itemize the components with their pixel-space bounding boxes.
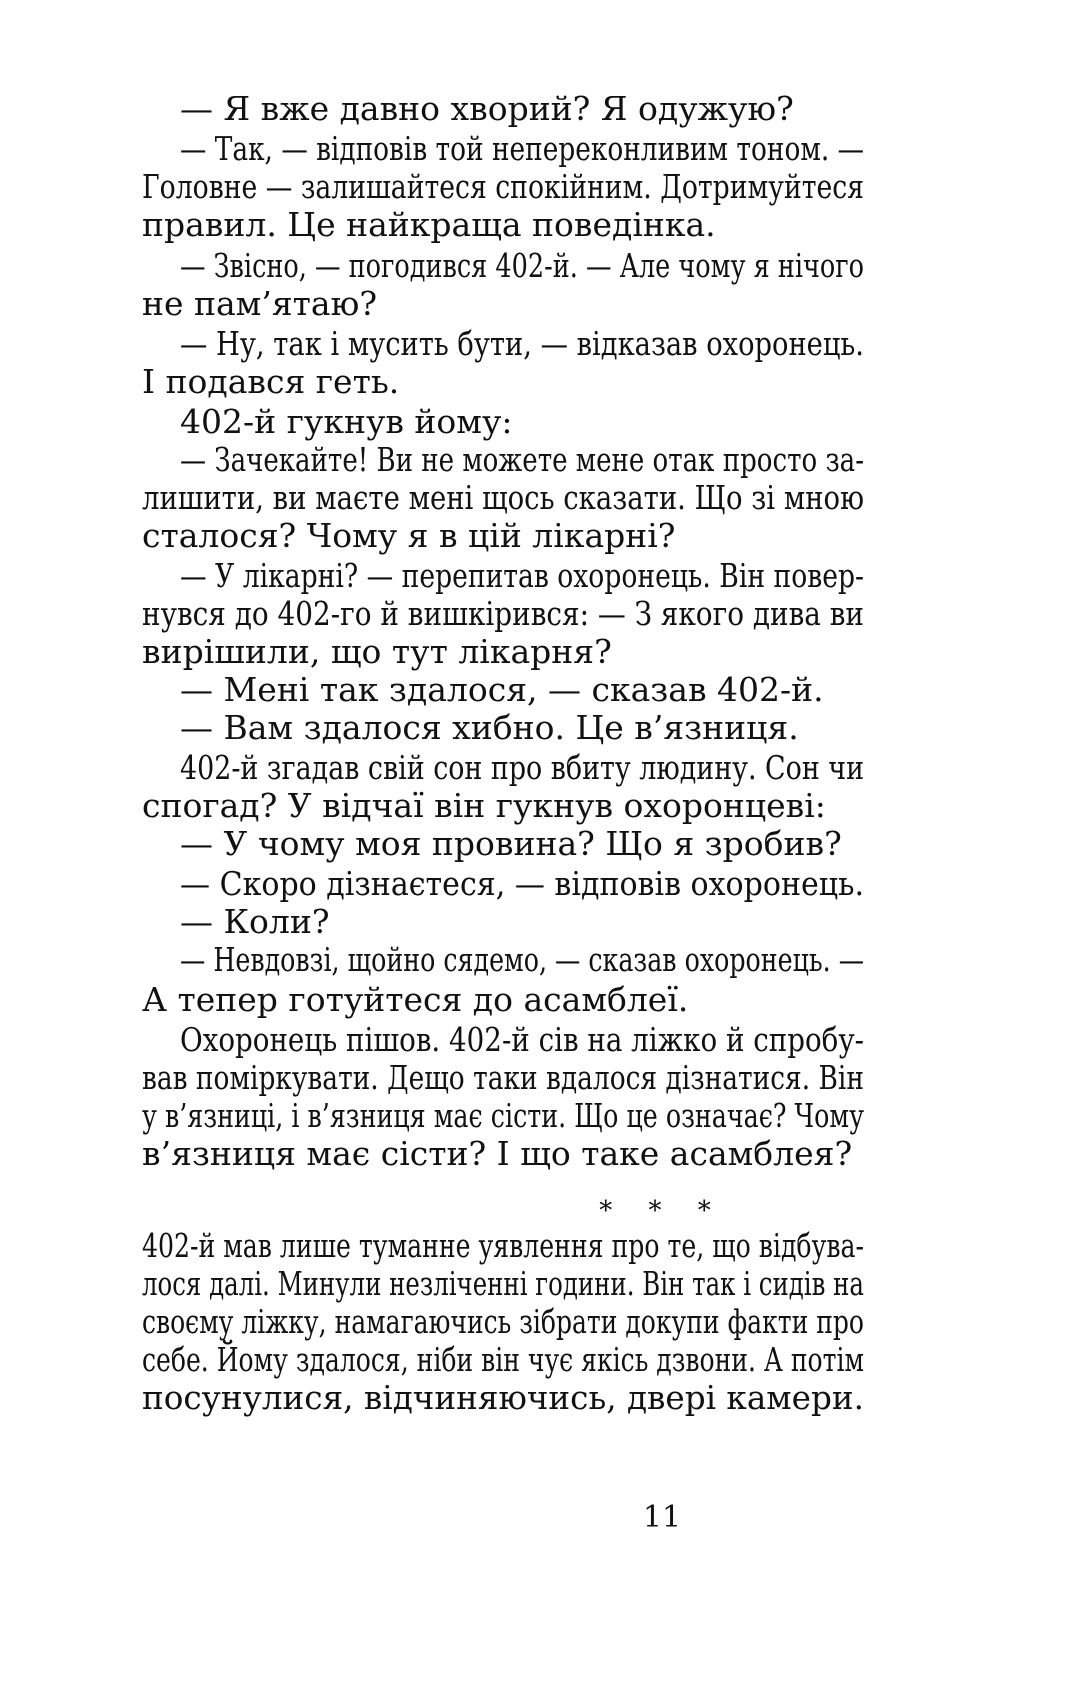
text-line	[142, 980, 864, 1020]
text-line-content: лишити, ви маєте мені щось сказати. Що зі мною	[142, 478, 864, 517]
text-line-content: — Я вже давно хворий? Я одужую?	[180, 89, 794, 128]
text-line	[142, 362, 864, 402]
section-break: * * *	[599, 1196, 725, 1226]
text-line	[180, 902, 864, 942]
text-line	[142, 632, 864, 672]
text-line	[142, 786, 864, 826]
text-line-content: — Коли?	[180, 902, 330, 941]
text-line	[142, 205, 864, 245]
text-line-content: 402-й згадав свій сон про вбиту людину. Сон чи	[180, 748, 864, 787]
text-line-content: І подався геть.	[142, 362, 400, 401]
text-line	[142, 284, 864, 324]
text-line-content: спогад? У відчаї він гукнув охоронцеві:	[142, 786, 826, 825]
text-line-content: в’язниця має сісти? І що таке асамблея?	[142, 1134, 853, 1173]
text-line-content: 402-й мав лише туманне уявлення про те, що відбува-	[142, 1226, 864, 1265]
text-line	[142, 1226, 864, 1266]
text-line	[142, 478, 864, 518]
text-line	[180, 556, 864, 596]
text-line	[180, 748, 864, 788]
text-line-content: — Звісно, — погодився 402-й. — Але чому я нічого	[180, 246, 864, 285]
text-line-content: лося далі. Минули незліченні години. Він так і сидів на	[142, 1264, 864, 1303]
text-line-content: посунулися, відчиняючись, двері камери.	[142, 1378, 864, 1417]
text-line-content: А тепер готуйтеся до асамблеї.	[142, 980, 689, 1019]
text-line	[142, 516, 864, 556]
text-line-content: — Вам здалося хибно. Це в’язниця.	[180, 708, 799, 747]
text-line-content: — Ну, так і мусить бути, — відказав охоронець.	[180, 324, 864, 363]
text-line	[180, 708, 864, 748]
text-line-content: нувся до 402-го й вишкірився: — З якого дива ви	[142, 594, 864, 633]
text-line-content: Головне — залишайтеся спокійним. Дотримуйтеся	[142, 167, 864, 206]
text-line	[180, 864, 864, 904]
text-line-content: вирішили, що тут лікарня?	[142, 632, 612, 671]
text-line	[142, 1302, 864, 1342]
text-line-content: — У чому моя провина? Що я зробив?	[180, 824, 842, 863]
text-line	[142, 1340, 864, 1380]
text-line	[180, 1020, 864, 1060]
text-line	[180, 824, 864, 864]
text-line	[142, 1134, 864, 1174]
text-line-content: вав поміркувати. Дещо таки вдалося дізнатися. Він	[142, 1058, 864, 1097]
text-line	[180, 670, 864, 710]
text-line-content: — Так, — відповів той непереконливим тоном. —	[180, 129, 864, 168]
text-line	[180, 440, 864, 480]
text-line	[180, 402, 864, 442]
text-line	[180, 89, 864, 129]
text-line-content: себе. Йому здалося, ніби він чує якісь дзвони. А потім	[142, 1340, 864, 1379]
page-number: 11	[642, 1500, 682, 1535]
text-line	[180, 129, 864, 169]
text-line-content: — Мені так здалося, — сказав 402-й.	[180, 670, 824, 709]
text-line-content: своєму ліжку, намагаючись зібрати докупи факти про	[142, 1302, 864, 1341]
text-line	[180, 246, 864, 286]
text-line-content: — Зачекайте! Ви не можете мене отак просто за-	[180, 440, 864, 479]
text-line	[180, 940, 864, 980]
text-line	[142, 1264, 864, 1304]
text-line	[142, 1058, 864, 1098]
text-line-content: сталося? Чому я в цій лікарні?	[142, 516, 676, 555]
text-line-content: правил. Це найкраща поведінка.	[142, 205, 716, 244]
text-line-content: — Невдовзі, щойно сядемо, — сказав охоронець. —	[180, 940, 864, 979]
text-line-content: у в’язниці, і в’язниця має сісти. Що це означає? Чому	[142, 1096, 864, 1135]
text-line-content: 402-й гукнув йому:	[180, 402, 513, 441]
text-line	[142, 1378, 864, 1418]
text-line	[142, 167, 864, 207]
text-line	[180, 324, 864, 364]
text-line-content: Охоронець пішов. 402-й сів на ліжко й спробу-	[180, 1020, 864, 1059]
text-line	[142, 1096, 864, 1136]
text-line-content: — Скоро дізнаєтеся, — відповів охоронець.	[180, 864, 864, 903]
text-line-content: не пам’ятаю?	[142, 284, 378, 323]
text-line	[142, 594, 864, 634]
text-line-content: — У лікарні? — перепитав охоронець. Він повер-	[180, 556, 864, 595]
